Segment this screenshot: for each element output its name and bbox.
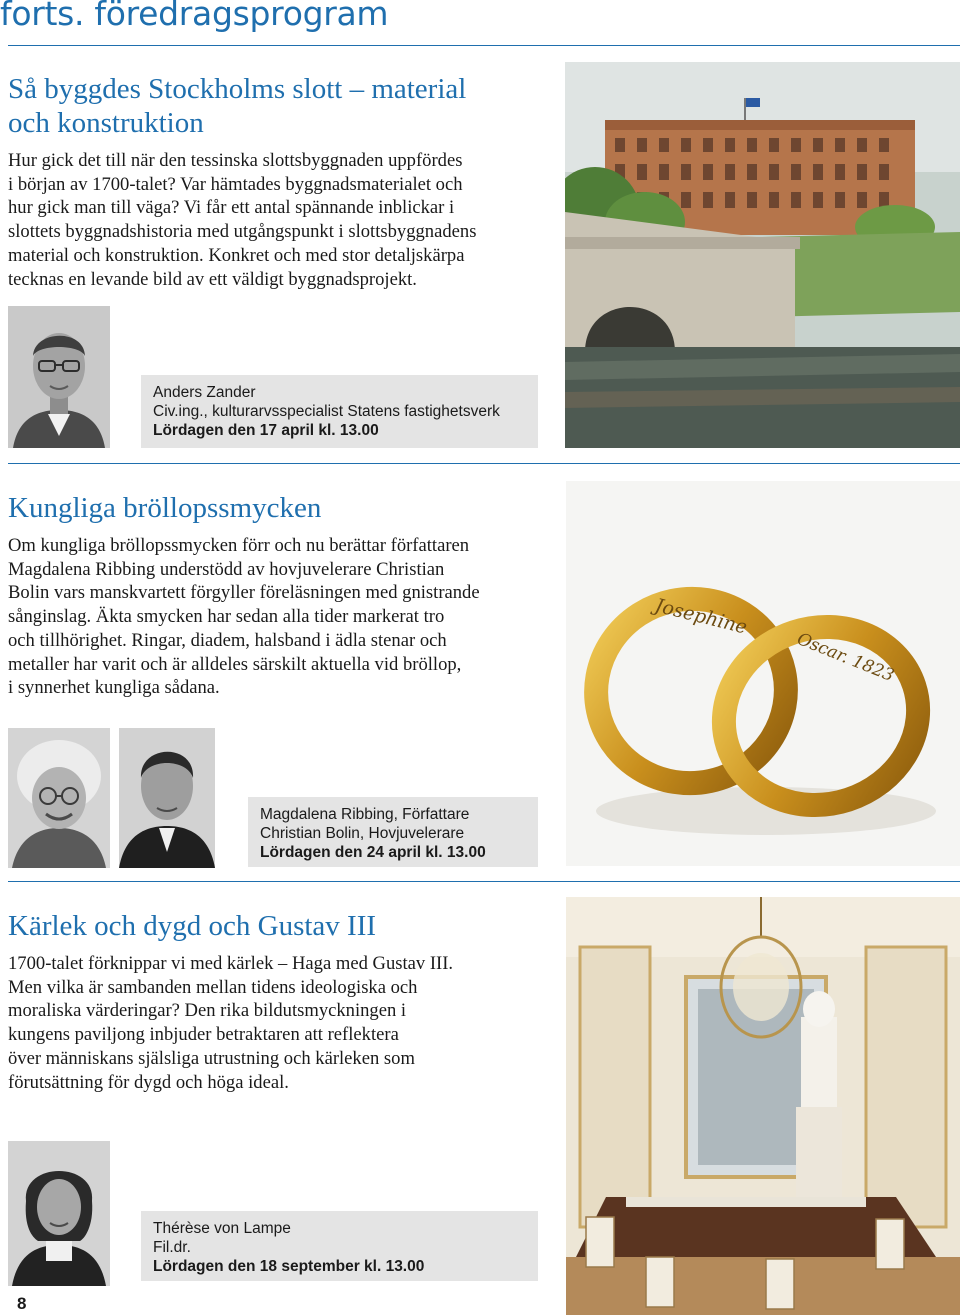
body-line: slottets byggnadshistoria med utgångspunkt i slottsbyggnadens bbox=[8, 221, 477, 243]
body-line: i början av 1700-talet? Var hämtades byggnadsmaterialet och bbox=[8, 173, 463, 195]
event-date: Lördagen den 17 april kl. 13.00 bbox=[153, 422, 379, 439]
body-line: Om kungliga bröllopssmycken förr och nu berättar författaren bbox=[8, 535, 470, 556]
body-line: tecknas en levande bild av ett väldigt byggnadsprojekt. bbox=[8, 268, 417, 290]
body-line: metaller har varit och är alldeles särskilt aktuella vid bröllop, bbox=[8, 653, 462, 675]
section-divider bbox=[8, 463, 960, 464]
section-divider bbox=[8, 881, 960, 882]
event-date: Lördagen den 18 september kl. 13.00 bbox=[153, 1258, 425, 1275]
section-3-title-line: Kärlek och dygd och Gustav III bbox=[8, 910, 377, 942]
section-1-title-line: och konstruktion bbox=[8, 107, 204, 139]
body-line: i synnerhet kungliga sådana. bbox=[8, 677, 220, 699]
speaker-name: Magdalena Ribbing, Författare bbox=[260, 806, 470, 823]
body-line: Bolin vars manskvartett förgyller föreläsningen med gnistrande bbox=[8, 582, 480, 604]
section-1-body bbox=[8, 149, 558, 291]
page-number: 8 bbox=[17, 1294, 27, 1313]
body-line: material och konstruktion. Konkret och med stor detaljskärpa bbox=[8, 244, 465, 266]
body-line: hur gick man till väga? Vi får ett antal spännande inblickar i bbox=[8, 197, 455, 219]
header-divider bbox=[8, 45, 960, 46]
stockholm-palace-photo bbox=[565, 62, 960, 448]
speaker-portrait-magdalena-ribbing bbox=[8, 728, 110, 868]
pavilion-interior-photo bbox=[566, 897, 960, 1315]
body-line: Magdalena Ribbing understödd av hovjuvelerare Christian bbox=[8, 558, 445, 580]
body-line: förutsättning för dygd och höga ideal. bbox=[8, 1071, 289, 1093]
wedding-rings-photo bbox=[566, 481, 960, 866]
speaker-name: Christian Bolin, Hovjuvelerare bbox=[260, 825, 465, 842]
body-line: sånginslag. Äkta smycken har sedan alla tider markerat tro bbox=[8, 606, 445, 628]
page-title: forts. föredragsprogram bbox=[0, 0, 389, 33]
speaker-portrait-christian-bolin bbox=[119, 728, 215, 868]
event-date: Lördagen den 24 april kl. 13.00 bbox=[260, 844, 486, 861]
speaker-title: Civ.ing., kulturarvsspecialist Statens fastighetsverk bbox=[153, 403, 500, 420]
body-line: Hur gick det till när den tessinska slottsbyggnaden uppfördes bbox=[8, 150, 463, 171]
speaker-portrait-therese-von-lampe bbox=[8, 1141, 110, 1286]
speaker-info-box bbox=[248, 797, 538, 867]
body-line: över människans själsliga utrustning och kärleken som bbox=[8, 1047, 415, 1069]
body-line: kungens paviljong inbjuder betraktaren att reflektera bbox=[8, 1024, 399, 1046]
speaker-info-box bbox=[141, 1211, 538, 1281]
section-3-title bbox=[8, 909, 548, 943]
body-line: 1700-talet förknippar vi med kärlek – Haga med Gustav III. bbox=[8, 953, 454, 974]
body-line: och tillhörighet. Ringar, diadem, halsband i ädla stenar och bbox=[8, 629, 447, 651]
section-1-title-line: Så byggdes Stockholms slott – material bbox=[8, 73, 467, 105]
section-2-title-line: Kungliga bröllopssmycken bbox=[8, 492, 322, 524]
speaker-portrait-anders-zander bbox=[8, 306, 110, 448]
body-line: moraliska värderingar? Den rika bildutsmyckningen i bbox=[8, 1000, 407, 1022]
speaker-name: Thérèse von Lampe bbox=[153, 1220, 291, 1237]
ring-engraving-josephine: Josephine bbox=[652, 594, 750, 639]
body-line: Men vilka är sambanden mellan tidens ideologiska och bbox=[8, 976, 418, 998]
speaker-name: Anders Zander bbox=[153, 384, 256, 401]
section-3-body bbox=[8, 952, 568, 1094]
speaker-title: Fil.dr. bbox=[153, 1239, 191, 1256]
speaker-info-box bbox=[141, 375, 538, 448]
section-1-title bbox=[8, 72, 548, 140]
section-2-title bbox=[8, 491, 548, 525]
section-2-body bbox=[8, 534, 568, 700]
ring-engraving-oscar: Oscar. 1823 bbox=[794, 629, 897, 687]
